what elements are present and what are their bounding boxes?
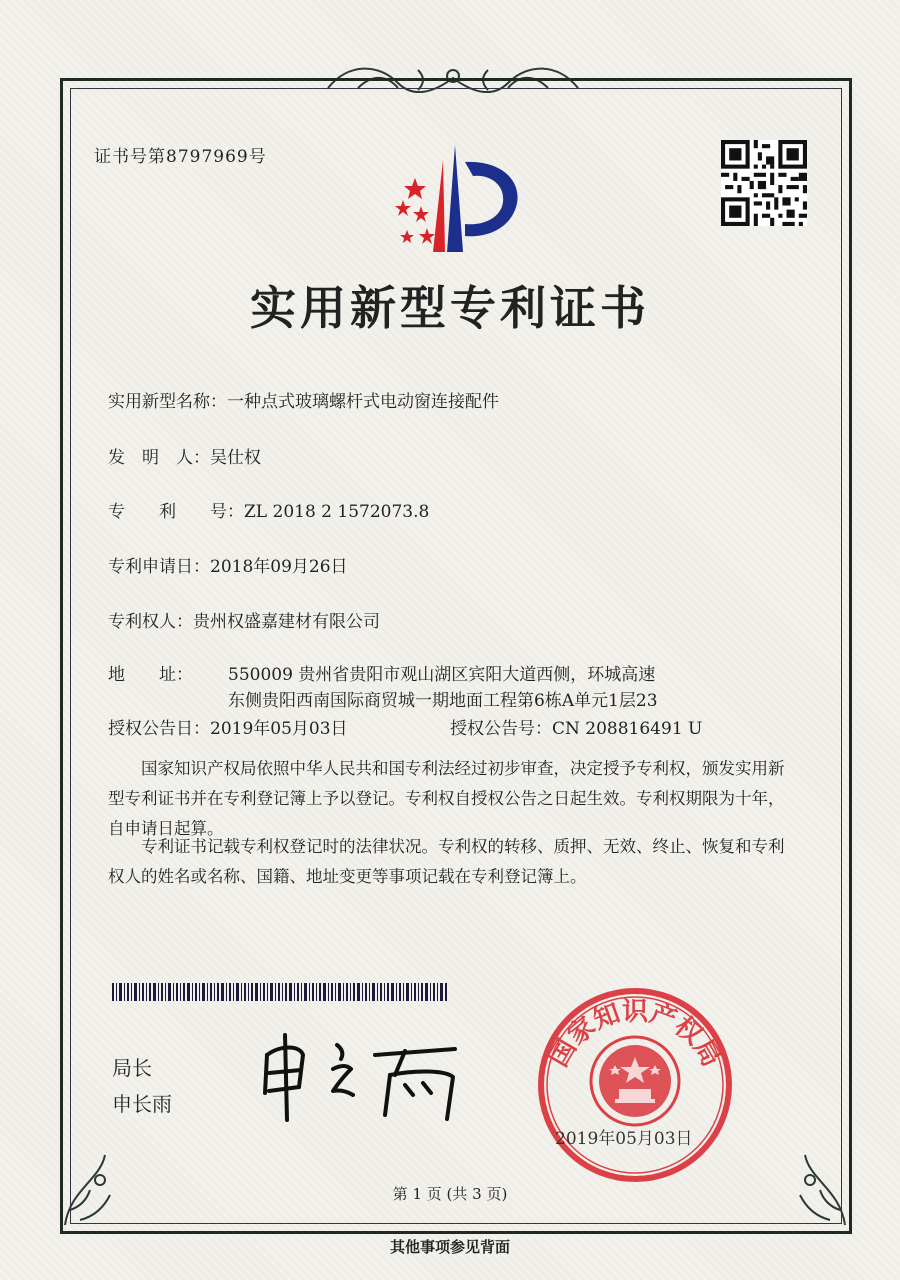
footer-note: 其他事项参见背面	[389, 1238, 510, 1256]
barcode-icon	[112, 983, 447, 1001]
grant-number-row	[450, 714, 702, 739]
official-name: 申长雨	[112, 1092, 172, 1116]
grant-date-value: 2019年05月03日	[210, 719, 348, 739]
inventor-row	[108, 443, 261, 468]
patent-number-value: ZL 2018 2 1572073.8	[244, 502, 430, 522]
grant-number-value: CN 208816491 U	[552, 719, 703, 739]
seal-text: 国家知识产权局	[543, 997, 727, 1072]
inventor-value: 吴仕权	[210, 448, 261, 468]
patent-number-row	[108, 497, 429, 522]
patentee-value: 贵州权盛嘉建材有限公司	[193, 612, 380, 632]
page-number: 第 1 页 (共 3 页)	[392, 1185, 508, 1203]
grant-date-row	[108, 714, 348, 739]
patent-number-label: 专 利 号：	[108, 502, 244, 522]
grant-date-label: 授权公告日：	[108, 719, 210, 739]
official-title: 局长	[112, 1056, 152, 1080]
body-paragraph-1: 国家知识产权局依照中华人民共和国专利法经过初步审查，决定授予专利权，颁发实用新型专利证书并在专利登记簿上予以登记。专利权自授权公告之日起生效。专利权期限为十年，自申请日起算。	[108, 759, 785, 838]
official-seal-icon	[535, 985, 735, 1185]
utility-model-name-label: 实用新型名称：	[108, 392, 227, 412]
certificate-title: 实用新型专利证书	[250, 281, 650, 335]
handwritten-signature-icon	[255, 1015, 470, 1125]
patentee-row	[108, 607, 380, 632]
utility-model-name-value: 一种点式玻璃螺杆式电动窗连接配件	[227, 392, 499, 412]
address-label: 地 址：	[108, 665, 193, 685]
patent-office-emblem-icon	[385, 140, 535, 260]
address-line-1: 550009 贵州省贵阳市观山湖区宾阳大道西侧，环城高速	[228, 665, 656, 685]
patentee-label: 专利权人：	[108, 612, 193, 632]
address-line-2: 东侧贵阳西南国际商贸城一期地面工程第6栋A单元1层23	[228, 691, 658, 711]
filing-date-value: 2018年09月26日	[210, 557, 348, 577]
certificate-number: 证书号第8797969号	[94, 147, 267, 167]
filing-date-label: 专利申请日：	[108, 557, 210, 577]
utility-model-name-row	[108, 387, 499, 412]
filing-date-row	[108, 552, 348, 577]
inventor-label: 发 明 人：	[108, 448, 210, 468]
qr-code-icon	[721, 140, 807, 226]
seal-date: 2019年05月03日	[555, 1129, 693, 1149]
grant-number-label: 授权公告号：	[450, 719, 552, 739]
address-row	[108, 660, 655, 685]
body-paragraph-2: 专利证书记载专利权登记时的法律状况。专利权的转移、质押、无效、终止、恢复和专利权人的姓名或名称、国籍、地址变更等事项记载在专利登记簿上。	[108, 837, 785, 886]
